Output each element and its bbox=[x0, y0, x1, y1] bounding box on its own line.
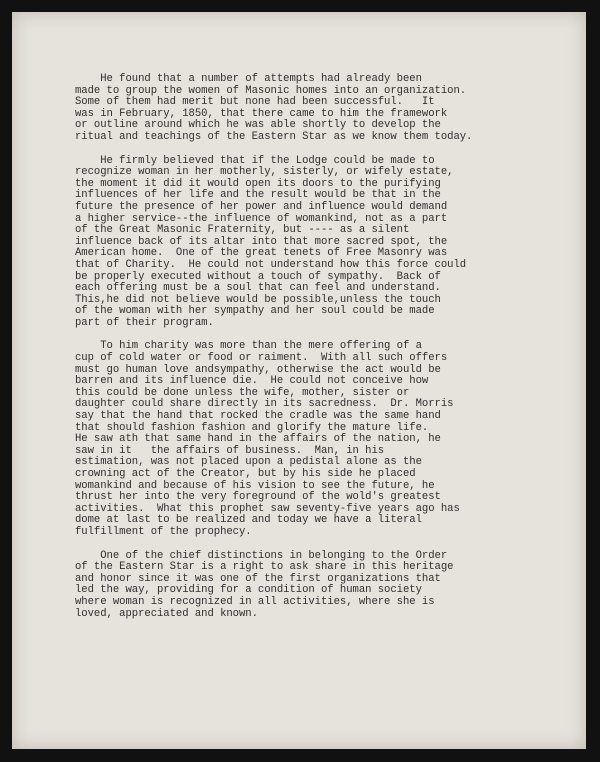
text-line: this could be done unless the wife, mother, sister or bbox=[75, 386, 410, 399]
text-line: must go human love andsympathy, otherwise the act would be bbox=[75, 363, 441, 376]
text-line: influences of her life and the result would be that in the bbox=[75, 189, 441, 202]
text-line: He firmly believed that if the Lodge could be made to bbox=[75, 154, 435, 167]
text-line: One of the chief distinctions in belonging to the Order bbox=[75, 549, 448, 562]
text-line: influence back of its altar into that more sacred spot, the bbox=[75, 235, 448, 248]
text-line: estimation, was not placed upon a pedistal alone as the bbox=[75, 456, 422, 469]
text-line: This,he did not believe would be possible,unless the touch bbox=[75, 293, 441, 306]
text-line: that of Charity. He could not understand how this force could bbox=[75, 258, 467, 271]
text-line: loved, appreciated and known. bbox=[75, 607, 258, 620]
text-line: the moment it did it would open its doors to the purifying bbox=[75, 177, 441, 190]
text-line: crowning act of the Creator, but by his side he placed bbox=[75, 468, 416, 480]
text-line: each offering must be a soul that can feel and understand. bbox=[75, 282, 441, 295]
text-line: was in February, 1850, that there came to him the framework bbox=[75, 107, 448, 120]
paragraph bbox=[75, 74, 535, 144]
text-line: part of their program. bbox=[75, 316, 214, 329]
text-line: that should fashion fashion and glorify the mature life. bbox=[75, 421, 429, 434]
text-line: barren and its influence die. He could not conceive how bbox=[75, 375, 429, 388]
text-line: daughter could share directly in its sacredness. Dr. Morris bbox=[75, 398, 454, 411]
text-line: of the Eastern Star is a right to ask share in this heritage bbox=[75, 561, 454, 574]
text-line: fulfillment of the prophecy. bbox=[75, 525, 252, 538]
text-line: To him charity was more than the mere offering of a bbox=[75, 340, 422, 353]
text-line: of the woman with her sympathy and her soul could be made bbox=[75, 305, 435, 318]
text-line: led the way, providing for a condition of human society bbox=[75, 584, 422, 597]
text-line: He saw ath that same hand in the affairs of the nation, he bbox=[75, 433, 441, 446]
text-line: and honor since it was one of the first organizations that bbox=[75, 572, 441, 585]
text-line: recognize woman in her motherly, sisterly, or wifely estate, bbox=[75, 166, 454, 179]
paragraph bbox=[75, 551, 535, 621]
text-line: a higher service--the influence of womankind, not as a part bbox=[75, 212, 448, 225]
text-line: womankind and because of his vision to see the future, he bbox=[75, 479, 435, 492]
text-line: American home. One of the great tenets of Free Masonry was bbox=[75, 247, 448, 260]
text-line: thrust her into the very foreground of the wold's greatest bbox=[75, 491, 441, 504]
text-line: or outline around which he was able shortly to develop the bbox=[75, 119, 441, 132]
text-line: ritual and teachings of the Eastern Star as we know them today. bbox=[75, 130, 473, 143]
paragraph bbox=[75, 341, 535, 538]
text-line: of the Great Masonic Fraternity, but ---- as a silent bbox=[75, 224, 410, 237]
text-line: saw in it the affairs of business. Man, in his bbox=[75, 444, 385, 457]
text-line: future the presence of her power and influence would demand bbox=[75, 200, 448, 213]
text-line: dome at last to be realized and today we have a literal bbox=[75, 514, 422, 527]
text-line: cup of cold water or food or raiment. With all such offers bbox=[75, 352, 448, 365]
text-line: He found that a number of attempts had already been bbox=[75, 73, 422, 85]
typewritten-page bbox=[12, 12, 586, 749]
text-line: Some of them had merit but none had been successful. It bbox=[75, 96, 435, 109]
paragraph bbox=[75, 156, 535, 330]
text-line: where woman is recognized in all activities, where she is bbox=[75, 595, 435, 608]
text-line: say that the hand that rocked the cradle was the same hand bbox=[75, 410, 441, 423]
text-line: activities. What this prophet saw seventy-five years ago has bbox=[75, 502, 460, 515]
text-line: made to group the women of Masonic homes into an organization. bbox=[75, 84, 467, 97]
text-line: be properly executed without a touch of sympathy. Back of bbox=[75, 270, 441, 283]
document-body bbox=[75, 74, 535, 632]
